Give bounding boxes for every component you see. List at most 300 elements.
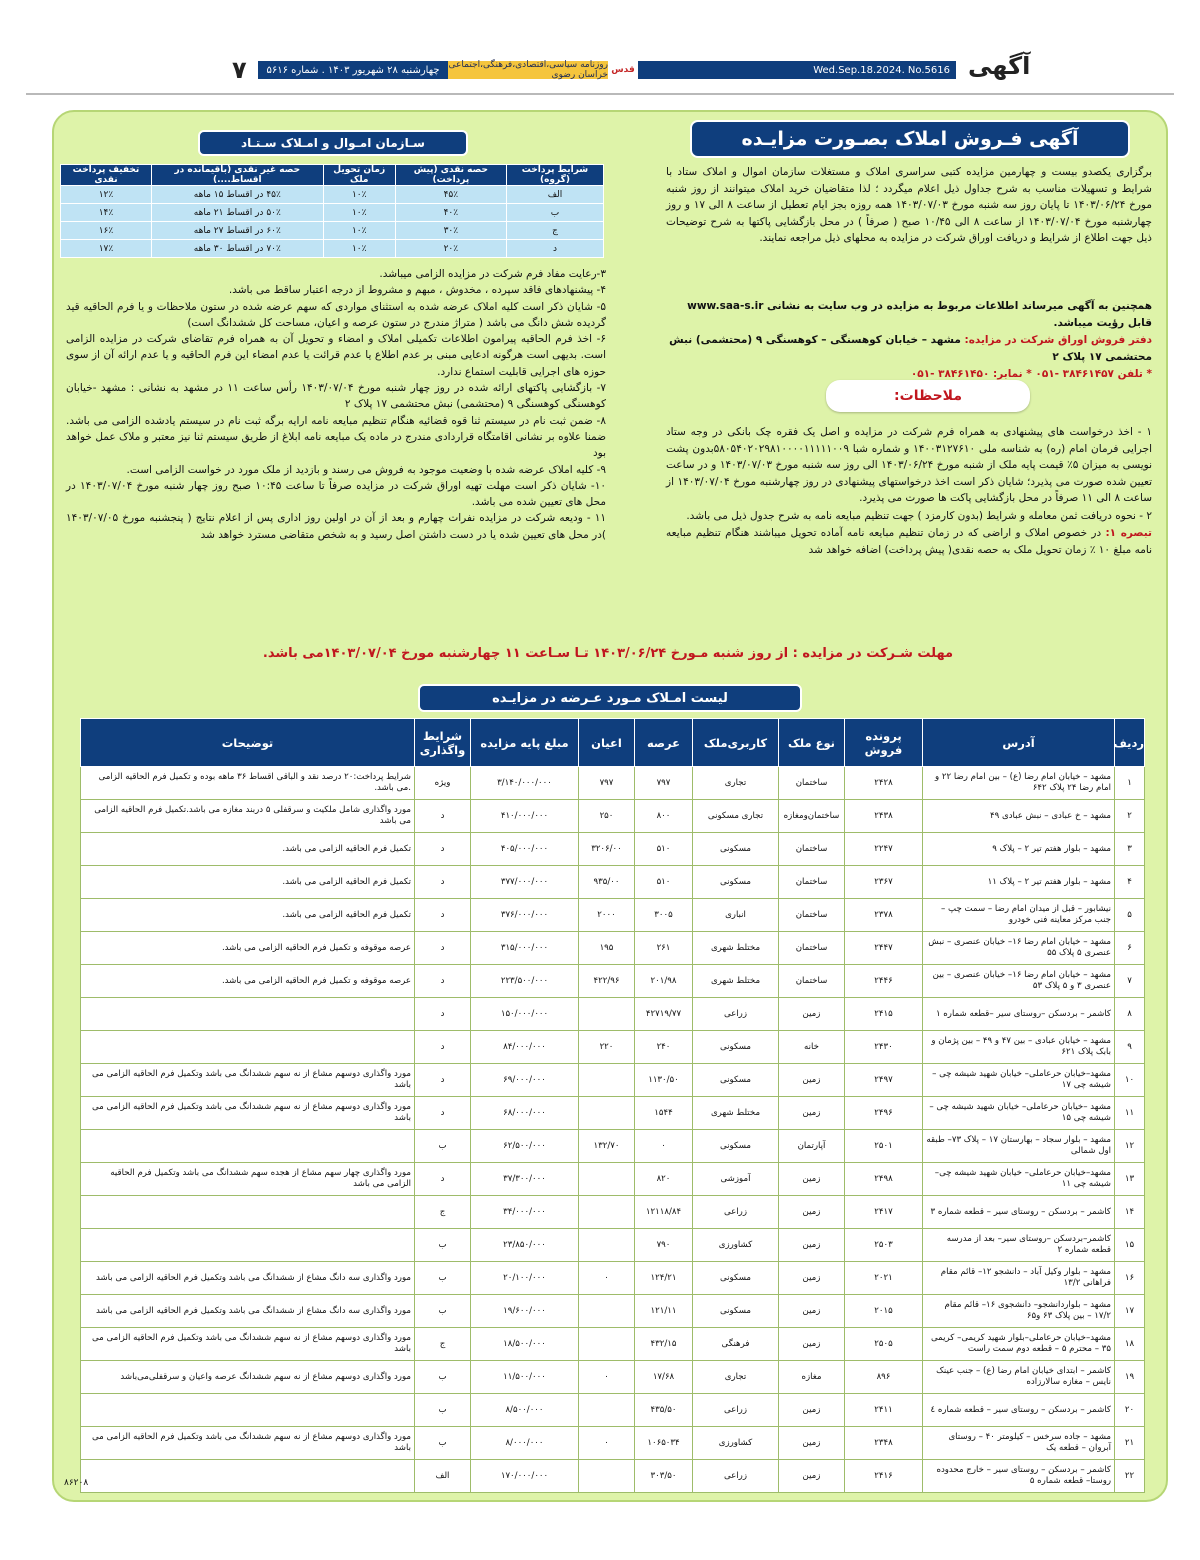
table-cell: مشهد – جاده سرخس – کیلومتر ۴۰ – روستای آبروان – قطعه یک <box>923 1427 1115 1460</box>
table-row <box>81 1031 1145 1064</box>
table-cell <box>81 1031 415 1064</box>
payment-row <box>61 186 604 204</box>
table-cell: ج <box>415 1196 471 1229</box>
table-cell: ۲۰۱/۹۸ <box>635 965 693 998</box>
table-cell: ۱۵ <box>1115 1229 1145 1262</box>
table-row <box>81 767 1145 800</box>
table-cell: ۲ <box>1115 800 1145 833</box>
table-cell: مورد واگذاری دوسهم مشاع از نه سهم ششدانگ می باشد وتکمیل فرم الحاقیه الزامی می باشد <box>81 1097 415 1130</box>
table-cell: ۱۸ <box>1115 1328 1145 1361</box>
payment-cell: ۱۰٪ <box>323 204 395 222</box>
table-cell: ۸۹۶ <box>845 1361 923 1394</box>
table-cell: ۱۲۱/۱۱ <box>635 1295 693 1328</box>
table-cell: ۵۱۰ <box>635 866 693 899</box>
table-cell: مورد واگذاری دوسهم مشاع از نه سهم ششدانگ می باشد وتکمیل فرم الحاقیه الزامی می باشد <box>81 1064 415 1097</box>
table-cell: مشهد–خیابان حرعاملی–بلوار شهید کریمی– کریمی ۳۵ – محترم ۵ – قطعه دوم سمت راست <box>923 1328 1115 1361</box>
table-cell: کاشمر – بردسکن –روستای سیر –قطعه شماره ۱ <box>923 998 1115 1031</box>
table-cell: ۱۵۴۴ <box>635 1097 693 1130</box>
table-cell: ۲۴۱۵ <box>845 998 923 1031</box>
table-cell: مشهد – خیابان عبادی – بین ۴۷ و ۴۹ – بین پژمان و بابک پلاک ۶۲۱ <box>923 1031 1115 1064</box>
table-cell: ۲۴۲۸ <box>845 767 923 800</box>
table-cell: مختلط شهری <box>693 932 779 965</box>
table-cell: ۱۷/۶۸ <box>635 1361 693 1394</box>
table-cell: ب <box>415 1130 471 1163</box>
table-cell: زمین <box>779 1295 845 1328</box>
table-cell: ۱ <box>1115 767 1145 800</box>
table-cell: ۳۲۰۶/۰۰ <box>579 833 635 866</box>
table-cell: مشهد – بلوار هفتم تیر ۲ – پلاک ۱۱ <box>923 866 1115 899</box>
table-row <box>81 1361 1145 1394</box>
table-cell: ج <box>415 1328 471 1361</box>
table-row <box>81 1130 1145 1163</box>
table-cell: فرهنگی <box>693 1328 779 1361</box>
table-cell: ۱۷ <box>1115 1295 1145 1328</box>
table-cell: عرصه موقوفه و تکمیل فرم الحاقیه الزامی می باشد. <box>81 932 415 965</box>
table-cell: مسکونی <box>693 866 779 899</box>
table-cell: مسکونی <box>693 1064 779 1097</box>
notes-right-column <box>666 424 1152 559</box>
table-cell: ۶۸/۰۰۰/۰۰۰ <box>471 1097 579 1130</box>
table-cell: ۴۱۰/۰۰۰/۰۰۰ <box>471 800 579 833</box>
table-cell: تجاری مسکونی <box>693 800 779 833</box>
table-cell: ۳۷/۳۰۰/۰۰۰ <box>471 1163 579 1196</box>
note-item: ۴- پیشنهادهای فاقد سپرده ، مخدوش ، مبهم و مشروط از درجه اعتبار ساقط می باشد. <box>228 284 606 297</box>
table-cell: مشهد – خیابان امام رضا (ع) – بین امام رضا ۲۲ و امام رضا ۲۴ پلاک ۶۴۲ <box>923 767 1115 800</box>
table-cell: تکمیل فرم الحاقیه الزامی می باشد. <box>81 866 415 899</box>
table-cell: ۱۰۶۵۰۳۴ <box>635 1427 693 1460</box>
table-cell: ۷۹۷ <box>635 767 693 800</box>
table-cell <box>579 1163 635 1196</box>
table-cell: مسکونی <box>693 1262 779 1295</box>
table-cell: کشاورزی <box>693 1427 779 1460</box>
properties-header-cell: ردیف <box>1115 719 1145 767</box>
note-item: ۶- اخذ فرم الحاقیه پیرامون اطلاعات تکمیلی املاک و امضاء و تحویل آن به همراه فرم تقاضای شرکت در مزایده الزامی است. بدیهی است هرگونه ادعایی مبنی بر عدم اطلاع یا عدم قرائت یا عدم امضاء این فرم الحاقیه و یا عدم ارائه آن از سوی حوزه های اجرایی قابلیت استماع ندارد. <box>66 333 606 378</box>
section-title: آگهی <box>968 52 1031 80</box>
table-cell: ۸ <box>1115 998 1145 1031</box>
table-cell: مشهد – خیابان امام رضا ۱۶– خیابان عنصری – نبش عنصری ۵ پلاک ۵۵ <box>923 932 1115 965</box>
table-cell: تکمیل فرم الحاقیه الزامی می باشد. <box>81 833 415 866</box>
phone-line: * تلفن ۳۸۴۶۱۴۵۷ -۰۵۱ * نمابر: ۳۸۴۶۱۴۵۰ -۰۵۱ <box>910 368 1152 380</box>
table-cell: ۳۰۰۵ <box>635 899 693 932</box>
table-cell: کاشمر – بردسکن – روستای سیر – قطعه شماره ٤ <box>923 1394 1115 1427</box>
ad-code: ۸۶۲۰۸ <box>64 1478 89 1488</box>
note-item: ۹- کلیه املاک عرضه شده با وضعیت موجود به فروش می رسند و بازدید از ملک مورد در خواست الزامی است. <box>126 463 606 476</box>
payment-row <box>61 204 604 222</box>
table-cell: ساختمان <box>779 899 845 932</box>
payment-cell: ۱۴٪ <box>61 204 152 222</box>
payment-cell: ۱۰٪ <box>323 222 395 240</box>
table-cell <box>81 1394 415 1427</box>
properties-table-body <box>81 767 1145 1493</box>
table-cell: مشهد – بلوار هفتم تیر ۲ – پلاک ۹ <box>923 833 1115 866</box>
table-cell: د <box>415 833 471 866</box>
table-cell: ۲۴۹۶ <box>845 1097 923 1130</box>
table-cell: تجاری <box>693 767 779 800</box>
table-cell: ب <box>415 1427 471 1460</box>
table-cell: مسکونی <box>693 1130 779 1163</box>
table-cell: ۱۱۳۰/۵۰ <box>635 1064 693 1097</box>
table-cell: کاشمر–بردسکن –روستای سیر– بعد از مدرسه قطعه شماره ۲ <box>923 1229 1115 1262</box>
table-cell: ۰ <box>579 1262 635 1295</box>
table-cell: مورد واگذاری سه دانگ مشاع از ششدانگ می باشد وتکمیل فرم الحاقیه الزامی می باشد <box>81 1262 415 1295</box>
payment-cell: ۴۵٪ <box>395 186 506 204</box>
table-cell: ۲۰۱۵ <box>845 1295 923 1328</box>
note-item: ۸- ضمن ثبت نام در سیستم ثنا قوه قضائیه هنگام تنظیم مبایعه نامه ارایه برگه ثبت نام در سیستم یادشده الزامی می باشد. ضمنا علاوه بر نشانی اقامتگاه قراردادی مندرج در ماده یک مبایعه نامه ابلاغ از طریق سیستم ثنا نیز معتبر و ملاک عمل خواهد بود <box>66 414 606 460</box>
table-cell: د <box>415 965 471 998</box>
table-cell: ۱۹/۶۰۰/۰۰۰ <box>471 1295 579 1328</box>
properties-header-cell: کاربری‌ملک <box>693 719 779 767</box>
table-cell: ۸/۰۰۰/۰۰۰ <box>471 1427 579 1460</box>
table-cell: زمین <box>779 1064 845 1097</box>
table-row <box>81 1427 1145 1460</box>
note-remark <box>666 525 1152 558</box>
table-cell: ۱۲ <box>1115 1130 1145 1163</box>
table-cell: ۲۳۷۸ <box>845 899 923 932</box>
intro-paragraph: برگزاری یکصدو بیست و چهارمین مزایده کتبی سراسری املاک و مستغلات سازمان اموال و املاک ستاد با شرایط و تسهیلات مناسب به شرح جداول ذیل اعلام میگردد ؛ لذا متقاضیان خرید املاک میتوانند از روز شنبه مورخ ۱۴۰۳/۰۶/۲۴ تا پایان روز سه شنبه مورخ ۱۴۰۳/۰۷/۰۳ همه روزه بجز ایام تعطیل از ساعت ۸ الی ۱۷ و روز چهارشنبه مورخ ۱۴۰۳/۰۷/۰۴ از ساعت ۸ الی ۱۰/۴۵ صبح ( صرفاً ) در محل بازگشایی پاکتها به شرح توضیحات ذیل جهت اطلاع از شرایط و دریافت اوراق شرکت در مزایده به محلهای ذیل مراجعه نمایند. <box>666 166 1152 244</box>
table-cell: ۳۰۳/۵۰ <box>635 1460 693 1493</box>
table-cell: زمین <box>779 1229 845 1262</box>
table-cell: ۳۴/۰۰۰/۰۰۰ <box>471 1196 579 1229</box>
payment-cell: ۲۰٪ <box>395 240 506 258</box>
website-notice: همچنین به آگهی میرساند اطلاعات مربوط به مزایده در وب سایت به نشانی www.saa-s.ir قابل رؤیت میباشد. <box>687 300 1152 329</box>
table-row <box>81 965 1145 998</box>
table-cell <box>579 1394 635 1427</box>
properties-header-cell: مبلغ پایه مزایده <box>471 719 579 767</box>
table-cell: ویژه <box>415 767 471 800</box>
table-cell: ۳۷۶/۰۰۰/۰۰۰ <box>471 899 579 932</box>
table-cell: مسکونی <box>693 1031 779 1064</box>
table-cell: ۲۲ <box>1115 1460 1145 1493</box>
note-item: ۱ - اخذ درخواست های پیشنهادی به همراه فرم شرکت در مزایده و اصل یک فقره چک بانکی در وجه ستاد اجرایی فرمان امام (ره) به شناسه ملی ۱۴۰۰۳۱۲۷۶۱۰ و شماره شبا ۵۸۰۵۴۰۲۰۲۹۸۱۰۰۰۰۱۱۱۱۱۰۰۹بدون پشت نویسی به میزان ۵٪ قیمت پایه ملک از شنبه مورخ ۱۴۰۳/۰۶/۲۴ الی روز سه شنبه مورخ ۱۴۰۳/۰۷/۰۳ و در ساعت تعیین شده صورت می پذیرد؛ شایان ذکر است اخذ درخواستهای پیشنهادی در روز چهارشنبه مورخ ۱۴۰۳/۰۷/۰۴ از ساعت ۸ الی ۱۱ صرفاً در محل بازگشایی پاکت ها صورت می پذیرد. <box>666 426 1153 504</box>
table-cell: مورد واگذاری دوسهم مشاع از نه سهم ششدانگ می باشد وتکمیل فرم الحاقیه الزامی می باشد <box>81 1427 415 1460</box>
table-cell: د <box>415 800 471 833</box>
table-cell <box>579 1229 635 1262</box>
payment-cell: ۱۰٪ <box>323 240 395 258</box>
table-cell: ۲۵۰۳ <box>845 1229 923 1262</box>
table-cell: ۶۲/۵۰۰/۰۰۰ <box>471 1130 579 1163</box>
table-cell: ۲۵۰ <box>579 800 635 833</box>
table-cell: زمین <box>779 1460 845 1493</box>
table-cell: ۸۰۰ <box>635 800 693 833</box>
table-cell: ب <box>415 1262 471 1295</box>
header-date-en: Wed.Sep.18.2024. No.5616 <box>638 61 956 79</box>
table-cell: د <box>415 1163 471 1196</box>
table-cell: تکمیل فرم الحاقیه الزامی می باشد. <box>81 899 415 932</box>
payment-cell: ۱۰٪ <box>323 186 395 204</box>
payment-header-cell: شرایط پرداخت (گروه) <box>506 165 603 186</box>
table-cell: زمین <box>779 1394 845 1427</box>
table-cell <box>81 1460 415 1493</box>
table-cell: ۱۱ <box>1115 1097 1145 1130</box>
payment-header-cell: حصه غیر نقدی (باقیمانده در اقساط....) <box>151 165 323 186</box>
payment-cell: ۷۰٪ در اقساط ۳۰ ماهه <box>151 240 323 258</box>
website-notice-block <box>666 298 1152 383</box>
table-cell: زراعی <box>693 1394 779 1427</box>
table-row <box>81 998 1145 1031</box>
table-row <box>81 866 1145 899</box>
office-address-line <box>666 332 1152 366</box>
table-cell: ۲۶۱ <box>635 932 693 965</box>
note-remark-label: تبصره ۱: <box>1105 527 1152 539</box>
table-cell: ۲۰۰۰ <box>579 899 635 932</box>
table-cell: ۲۳۴۸ <box>845 1427 923 1460</box>
table-cell: ۴۲۷۱۹/۷۷ <box>635 998 693 1031</box>
table-cell: ساختمان <box>779 866 845 899</box>
table-cell: ۰ <box>579 1361 635 1394</box>
table-cell: ۲۰ <box>1115 1394 1145 1427</box>
header-bar <box>258 61 956 79</box>
table-cell: مشهد –خیابان حرعاملی– خیابان شهید شیشه چی – شیشه چی ۱۵ <box>923 1097 1115 1130</box>
table-cell: د <box>415 899 471 932</box>
table-cell: زمین <box>779 1328 845 1361</box>
note-item: ۱۱ - ودیعه شرکت در مزایده نفرات چهارم و بعد از آن در اولین روز اداری پس از اعلام نتایج ( پنجشنبه مورخ ۱۴۰۳/۰۷/۰۵ )در محل های تعیین شده یا در دست داشتن اصل رسید و به شخص متقاضی مسترد خواهد شد <box>66 512 606 541</box>
payment-terms-table <box>60 164 604 258</box>
properties-header-cell: شرایط واگذاری <box>415 719 471 767</box>
table-cell <box>579 1097 635 1130</box>
table-cell: ۱۹۵ <box>579 932 635 965</box>
table-cell: ۱۲۴/۲۱ <box>635 1262 693 1295</box>
payment-header-row <box>61 165 604 186</box>
header-tagline: روزنامه سیاسی،اقتصادی،فرهنگی،اجتماعی خراسان رضوی <box>448 60 608 80</box>
table-row <box>81 1460 1145 1493</box>
payment-cell: ۱۶٪ <box>61 222 152 240</box>
payment-cell: ب <box>506 204 603 222</box>
table-cell: ۲۴۳۰ <box>845 1031 923 1064</box>
table-cell: مورد واگذاری دوسهم مشاع از نه سهم ششدانگ می باشد وتکمیل فرم الحاقیه الزامی می باشد <box>81 1328 415 1361</box>
table-row <box>81 800 1145 833</box>
payment-cell: ۵۰٪ در اقساط ۲۱ ماهه <box>151 204 323 222</box>
table-cell: کاشمر – ابتدای خیابان امام رضا (ع) – جنب عینک نایس – مغازه سالارزاده <box>923 1361 1115 1394</box>
table-cell: ۱۰ <box>1115 1064 1145 1097</box>
table-row <box>81 899 1145 932</box>
table-cell: ۲۴۹۷ <box>845 1064 923 1097</box>
table-cell: زراعی <box>693 1196 779 1229</box>
payment-cell: ۶۰٪ در اقساط ۲۷ ماهه <box>151 222 323 240</box>
table-cell: ۹ <box>1115 1031 1145 1064</box>
ad-title: آگهی فـروش املاک بصـورت مزایـده <box>690 120 1130 158</box>
list-title: لیست امـلاک مـورد عـرضه در مزایـده <box>418 684 802 712</box>
table-cell: ۲۳۶۷ <box>845 866 923 899</box>
table-cell: ۸۲۰ <box>635 1163 693 1196</box>
table-cell: زراعی <box>693 998 779 1031</box>
table-cell: ۳۷۷/۰۰۰/۰۰۰ <box>471 866 579 899</box>
table-cell: د <box>415 998 471 1031</box>
auction-ad-panel <box>52 110 1168 1502</box>
table-cell: ۷۹۷ <box>579 767 635 800</box>
table-cell: نیشابور – قبل از میدان امام رضا – سمت چپ – جنب مرکز معاینه فنی خودرو <box>923 899 1115 932</box>
table-cell: ۴۳۵/۵۰ <box>635 1394 693 1427</box>
table-cell: ۸۴/۰۰۰/۰۰۰ <box>471 1031 579 1064</box>
table-cell: زمین <box>779 1097 845 1130</box>
table-cell: ۶ <box>1115 932 1145 965</box>
payment-row <box>61 222 604 240</box>
payment-cell: ۱۷٪ <box>61 240 152 258</box>
table-cell: ۱۱/۵۰۰/۰۰۰ <box>471 1361 579 1394</box>
table-cell: زمین <box>779 1262 845 1295</box>
properties-header-cell: اعیان <box>579 719 635 767</box>
table-cell <box>81 1130 415 1163</box>
table-cell: ۲۴۱۶ <box>845 1460 923 1493</box>
header-divider <box>26 93 1174 95</box>
table-cell: ۵ <box>1115 899 1145 932</box>
table-cell: ساختمان‌ومغازه <box>779 800 845 833</box>
note-item: ۱۰- شایان ذکر است مهلت تهیه اوراق شرکت در مزایده صرفاً تا ساعت ۱۰:۴۵ صبح روز چهار شنبه مورخ ۱۴۰۳/۰۷/۰۴ در محل های تعیین شده می باشد. <box>66 479 606 509</box>
payment-header-cell: حصه نقدی (پیش پرداخت) <box>395 165 506 186</box>
table-cell: ۰ <box>635 1130 693 1163</box>
table-row <box>81 1097 1145 1130</box>
table-cell: مشهد – خیابان امام رضا ۱۶– خیابان عنصری – بین عنصری ۳ و ۵ پلاک ۵۳ <box>923 965 1115 998</box>
table-row <box>81 932 1145 965</box>
table-cell: ب <box>415 1394 471 1427</box>
properties-header-row <box>81 719 1145 767</box>
notes-left-column <box>66 266 606 543</box>
note-item: ۳-رعایت مفاد فرم شرکت در مزایده الزامی میباشد. <box>379 268 606 280</box>
payment-header-cell: تخفیف پرداخت نقدی <box>61 165 152 186</box>
properties-header-cell: توضیحات <box>81 719 415 767</box>
table-cell: مشهد–خیابان حرعاملی– خیابان شهید شیشه چی –شیشه چی ۱۷ <box>923 1064 1115 1097</box>
table-row <box>81 1328 1145 1361</box>
table-cell: ۱۳ <box>1115 1163 1145 1196</box>
table-cell: ۶۹/۰۰۰/۰۰۰ <box>471 1064 579 1097</box>
table-row <box>81 1262 1145 1295</box>
table-cell: ب <box>415 1229 471 1262</box>
properties-header-cell: آدرس <box>923 719 1115 767</box>
table-cell: ۲۴۳۸ <box>845 800 923 833</box>
note-item: ۷- بازگشایی پاکتهای ارائه شده در روز چهار شنبه مورخ ۱۴۰۳/۰۷/۰۴ رأس ساعت ۱۱ در مشهد به نشانی : مشهد -خیابان کوهسنگی کوهسنگی ۹ (محتشمی) نبش محتشمی ۱۷ پلاک ۲ <box>66 382 607 411</box>
table-cell: ۹۳۵/۰۰ <box>579 866 635 899</box>
table-cell <box>81 1196 415 1229</box>
table-cell <box>579 1460 635 1493</box>
properties-table <box>80 718 1145 1493</box>
table-cell: ساختمان <box>779 833 845 866</box>
office-label: دفتر فروش اوراق شرکت در مزایده: <box>964 334 1152 346</box>
table-cell: انباری <box>693 899 779 932</box>
note-remark-text: در خصوص املاک و اراضی که در زمان تنظیم مبایعه نامه آماده تحویل میباشند هنگام تنظیم مبایعه نامه مبلغ ۱۰ ٪ زمان تحویل ملک به حصه نقدی( پیش پرداخت) اضافه خواهد شد <box>666 527 1152 556</box>
table-cell: مختلط شهری <box>693 1097 779 1130</box>
table-row <box>81 1196 1145 1229</box>
table-cell: ۴ <box>1115 866 1145 899</box>
table-cell: مورد واگذاری دوسهم مشاع از نه سهم ششدانگ عرصه واعیان و سرقفلی‌می‌باشد <box>81 1361 415 1394</box>
table-cell: د <box>415 1064 471 1097</box>
page-number: ۷ <box>232 56 247 84</box>
table-cell: ۴۳۲/۱۵ <box>635 1328 693 1361</box>
table-cell: ۲۱ <box>1115 1427 1145 1460</box>
table-cell: مسکونی <box>693 833 779 866</box>
payment-cell: ۳۰٪ <box>395 222 506 240</box>
page-header <box>0 0 1200 100</box>
table-cell: ب <box>415 1361 471 1394</box>
table-cell: کاشمر – بردسکن – روستای سیر – قطعه شماره ۳ <box>923 1196 1115 1229</box>
properties-header-cell: پرونده فروش <box>845 719 923 767</box>
table-cell: ۲۴۴۶ <box>845 965 923 998</box>
table-cell: آموزشی <box>693 1163 779 1196</box>
table-cell: ۲۳/۸۵۰/۰۰۰ <box>471 1229 579 1262</box>
table-cell: مغازه <box>779 1361 845 1394</box>
table-cell: مشهد – بلوار وکیل آباد – دانشجو ۱۲– قائم مقام فراهانی ۱۳/۲ <box>923 1262 1115 1295</box>
table-cell: ۱۶ <box>1115 1262 1145 1295</box>
table-row <box>81 1394 1145 1427</box>
table-row <box>81 1163 1145 1196</box>
table-cell: زمین <box>779 1196 845 1229</box>
table-cell: ۲۰۲۱ <box>845 1262 923 1295</box>
payment-cell: د <box>506 240 603 258</box>
table-cell: زمین <box>779 1427 845 1460</box>
table-cell: ۱۲۱۱۸/۸۴ <box>635 1196 693 1229</box>
newspaper-logo: قدس <box>608 61 638 79</box>
table-cell: ۱۹ <box>1115 1361 1145 1394</box>
table-cell <box>81 1229 415 1262</box>
table-cell: شرایط پرداخت:۲۰ درصد نقد و الباقی اقساط ۳۶ ماهه بوده و تکمیل فرم الحاقیه الزامی .می باشد. <box>81 767 415 800</box>
table-cell: تجاری <box>693 1361 779 1394</box>
table-cell: د <box>415 932 471 965</box>
table-cell: ۸/۵۰۰/۰۰۰ <box>471 1394 579 1427</box>
table-cell: الف <box>415 1460 471 1493</box>
table-cell: ۲۲۰ <box>579 1031 635 1064</box>
table-cell: ۵۱۰ <box>635 833 693 866</box>
table-cell: ۰ <box>579 1427 635 1460</box>
table-cell: کاشمر – بردسکن – روستای سیر – خارج محدوده روستا– قطعه شماره ۵ <box>923 1460 1115 1493</box>
table-cell: ساختمان <box>779 965 845 998</box>
table-cell: ۲۴۱۱ <box>845 1394 923 1427</box>
payment-cell: ج <box>506 222 603 240</box>
table-cell: ۱۵۰/۰۰۰/۰۰۰ <box>471 998 579 1031</box>
table-row <box>81 833 1145 866</box>
table-cell: مورد واگذاری شامل ملکیت و سرقفلی ۵ دربند مغازه می باشد.تکمیل فرم الحاقیه الزامی می باشد <box>81 800 415 833</box>
table-cell: ۴۰۵/۰۰۰/۰۰۰ <box>471 833 579 866</box>
table-cell: ۷ <box>1115 965 1145 998</box>
deadline-line: مهلت شـرکت در مزایده : از روز شنبه مـورخ ۱۴۰۳/۰۶/۲۴ تـا سـاعت ۱۱ چهارشنبه مورخ ۱۴۰۳/۰۷/۰۴می باشد. <box>262 646 954 661</box>
table-cell: مشهد – خ عبادی – نبش عبادی ۴۹ <box>923 800 1115 833</box>
table-cell: ۲۵۰۵ <box>845 1328 923 1361</box>
table-cell: زراعی <box>693 1460 779 1493</box>
table-cell: ۲۴۰ <box>635 1031 693 1064</box>
table-cell: ۷۹۰ <box>635 1229 693 1262</box>
table-cell: ۲۲۴۷ <box>845 833 923 866</box>
table-cell: د <box>415 1097 471 1130</box>
table-cell: زمین <box>779 1163 845 1196</box>
header-date-fa: چهارشنبه ۲۸ شهریور ۱۴۰۳ . شماره ۵۶۱۶ <box>258 61 448 79</box>
table-cell <box>579 1064 635 1097</box>
payment-cell: الف <box>506 186 603 204</box>
table-cell: ساختمان <box>779 767 845 800</box>
table-cell <box>579 1196 635 1229</box>
table-cell: مسکونی <box>693 1295 779 1328</box>
table-cell: ۱۸/۵۰۰/۰۰۰ <box>471 1328 579 1361</box>
table-row <box>81 1064 1145 1097</box>
payment-header-cell: زمان تحویل ملک <box>323 165 395 186</box>
table-cell: مشهد–خیابان حرعاملی– خیابان شهید شیشه چی– شیشه چی ۱۱ <box>923 1163 1115 1196</box>
table-cell: کشاورزی <box>693 1229 779 1262</box>
properties-header-cell: نوع ملک <box>779 719 845 767</box>
table-cell: ۲۴۹۸ <box>845 1163 923 1196</box>
table-cell: ۲۴۴۷ <box>845 932 923 965</box>
table-cell: خانه <box>779 1031 845 1064</box>
table-cell: ۳۱۵/۰۰۰/۰۰۰ <box>471 932 579 965</box>
table-cell: زمین <box>779 998 845 1031</box>
table-cell: ۲۲۳/۵۰۰/۰۰۰ <box>471 965 579 998</box>
table-cell: ب <box>415 1295 471 1328</box>
table-cell: آپارتمان <box>779 1130 845 1163</box>
table-cell <box>579 1295 635 1328</box>
table-cell: ۲۰/۱۰۰/۰۰۰ <box>471 1262 579 1295</box>
table-row <box>81 1229 1145 1262</box>
org-title: سـازمان امـوال و امـلاک سـتـاد <box>198 130 468 156</box>
table-cell <box>81 998 415 1031</box>
table-cell: ۳/۱۴۰/۰۰۰/۰۰۰ <box>471 767 579 800</box>
table-cell: ۱۷۰/۰۰۰/۰۰۰ <box>471 1460 579 1493</box>
table-cell: د <box>415 866 471 899</box>
table-cell: ۳ <box>1115 833 1145 866</box>
